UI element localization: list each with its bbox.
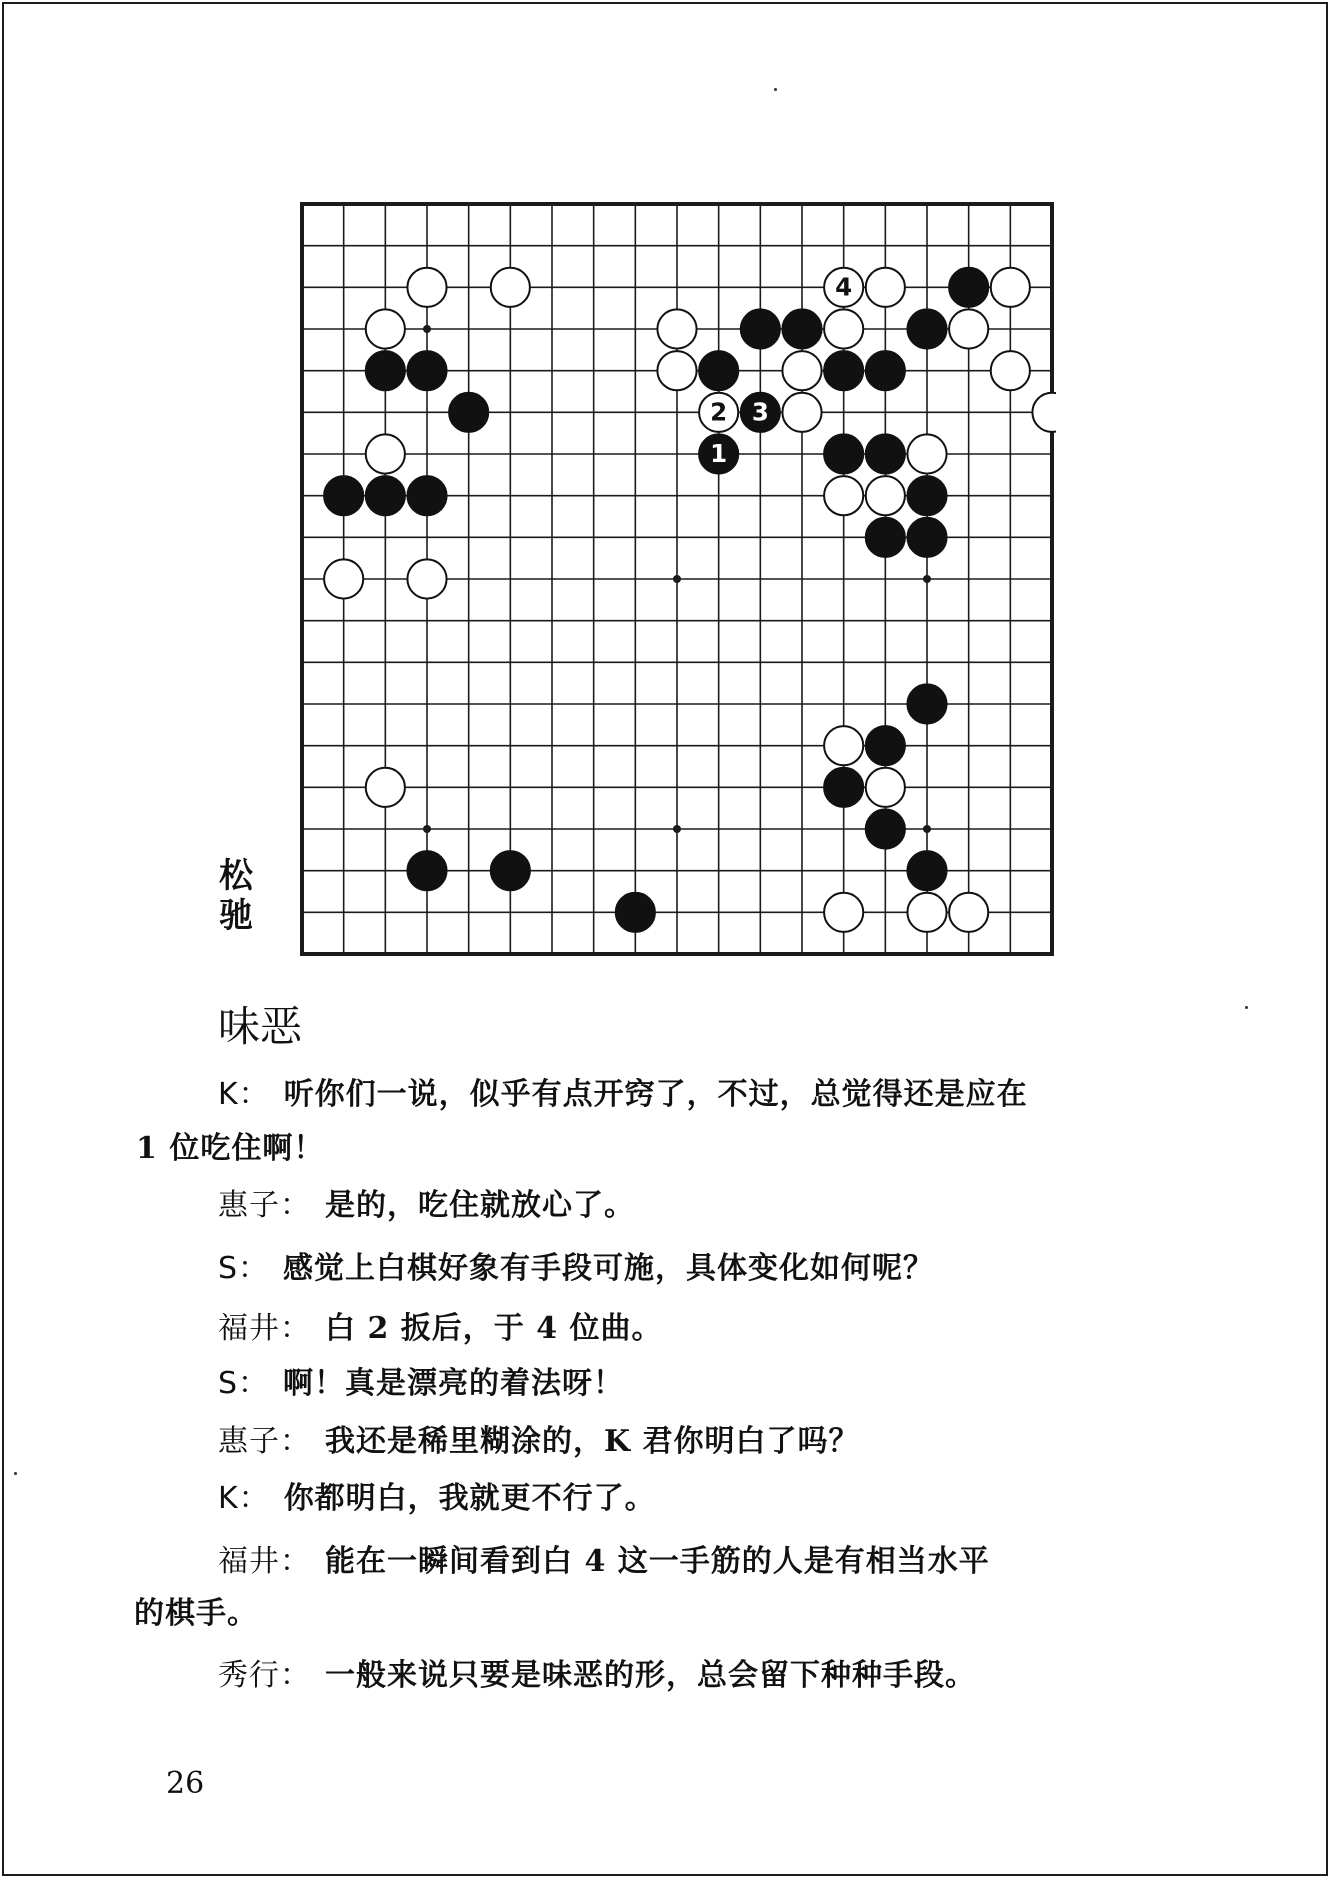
go-board bbox=[298, 200, 1056, 958]
utterance: 能在一瞬间看到白 4 这一手筋的人是有相当水平 bbox=[325, 1544, 990, 1579]
utterance: 你都明白，我就更不行了。 bbox=[283, 1481, 656, 1516]
black-stone bbox=[907, 476, 946, 515]
speaker: 秀行： bbox=[218, 1658, 311, 1693]
star-point bbox=[673, 825, 681, 833]
white-stone bbox=[782, 393, 821, 432]
white-stone bbox=[324, 559, 363, 598]
black-stone bbox=[866, 809, 905, 848]
speaker: S： bbox=[218, 1366, 270, 1401]
black-stone bbox=[407, 851, 446, 890]
white-stone bbox=[949, 309, 988, 348]
black-stone bbox=[324, 476, 363, 515]
star-point bbox=[923, 825, 931, 833]
white-stone bbox=[824, 476, 863, 515]
speaker: 福井： bbox=[218, 1311, 311, 1346]
dialogue-line bbox=[218, 1364, 624, 1404]
speaker: 福井： bbox=[218, 1544, 311, 1579]
star-point bbox=[423, 825, 431, 833]
white-stone bbox=[824, 309, 863, 348]
black-stone bbox=[824, 351, 863, 390]
black-stone bbox=[907, 518, 946, 557]
dialogue-line bbox=[218, 1479, 656, 1519]
star-point bbox=[673, 575, 681, 583]
star-point bbox=[423, 325, 431, 333]
star-point bbox=[923, 575, 931, 583]
black-stone bbox=[407, 351, 446, 390]
black-stone bbox=[407, 476, 446, 515]
white-stone bbox=[907, 893, 946, 932]
move-4-stone bbox=[824, 268, 863, 307]
utterance: 感觉上白棋好象有手段可施，具体变化如何呢？ bbox=[283, 1251, 935, 1286]
dialogue-line bbox=[218, 1422, 860, 1462]
white-stone bbox=[991, 268, 1030, 307]
black-stone bbox=[866, 351, 905, 390]
white-stone bbox=[407, 559, 446, 598]
white-stone bbox=[657, 351, 696, 390]
utterance: 啊！真是漂亮的着法呀！ bbox=[283, 1366, 625, 1401]
black-stone bbox=[907, 851, 946, 890]
dialogue-line bbox=[218, 1249, 934, 1289]
utterance: 是的，吃住就放心了。 bbox=[325, 1188, 635, 1223]
speaker: 惠子： bbox=[218, 1424, 311, 1459]
utterance: 听你们一说，似乎有点开窍了，不过，总觉得还是应在 bbox=[283, 1077, 1028, 1112]
black-stone bbox=[866, 726, 905, 765]
section-heading: 味恶 bbox=[218, 1002, 303, 1051]
white-stone bbox=[1032, 393, 1056, 432]
black-stone bbox=[741, 309, 780, 348]
move-number: 2 bbox=[710, 397, 728, 427]
black-stone bbox=[782, 309, 821, 348]
utterance: 白 2 扳后，于 4 位曲。 bbox=[325, 1311, 663, 1346]
black-stone bbox=[907, 309, 946, 348]
white-stone bbox=[824, 726, 863, 765]
print-speck bbox=[14, 1472, 17, 1475]
print-speck bbox=[1245, 1006, 1248, 1009]
dialogue-line bbox=[218, 1186, 635, 1226]
white-stone bbox=[491, 268, 530, 307]
dialogue-line bbox=[218, 1075, 1028, 1115]
dialogue-line bbox=[218, 1656, 976, 1696]
move-1-stone bbox=[699, 434, 738, 473]
black-stone bbox=[449, 393, 488, 432]
utterance: 一般来说只要是味恶的形，总会留下种种手段。 bbox=[325, 1658, 976, 1693]
white-stone bbox=[866, 268, 905, 307]
dialogue-line bbox=[218, 1309, 663, 1349]
move-number: 1 bbox=[710, 439, 728, 469]
white-stone bbox=[824, 893, 863, 932]
move-2-stone bbox=[699, 393, 738, 432]
move-number: 3 bbox=[751, 397, 769, 427]
speaker: K： bbox=[218, 1481, 270, 1516]
black-stone bbox=[949, 268, 988, 307]
speaker: S： bbox=[218, 1251, 270, 1286]
speaker: 惠子： bbox=[218, 1188, 311, 1223]
white-stone bbox=[782, 351, 821, 390]
go-diagram bbox=[298, 200, 1056, 958]
black-stone bbox=[616, 893, 655, 932]
black-stone bbox=[907, 684, 946, 723]
white-stone bbox=[866, 476, 905, 515]
black-stone bbox=[491, 851, 530, 890]
move-number: 4 bbox=[835, 272, 853, 302]
black-stone bbox=[366, 476, 405, 515]
black-stone bbox=[824, 768, 863, 807]
white-stone bbox=[407, 268, 446, 307]
black-stone bbox=[866, 518, 905, 557]
diagram-caption bbox=[216, 856, 256, 936]
book-page bbox=[2, 2, 1328, 1876]
speaker: K： bbox=[218, 1077, 270, 1112]
white-stone bbox=[366, 434, 405, 473]
white-stone bbox=[949, 893, 988, 932]
white-stone bbox=[907, 434, 946, 473]
white-stone bbox=[657, 309, 696, 348]
utterance: 我还是稀里糊涂的，K 君你明白了吗？ bbox=[325, 1424, 860, 1459]
caption-char-2: 驰 bbox=[219, 896, 253, 936]
move-3-stone bbox=[741, 393, 780, 432]
white-stone bbox=[366, 309, 405, 348]
dialogue-line bbox=[218, 1542, 990, 1582]
white-stone bbox=[366, 768, 405, 807]
dialogue-continuation: 1 位吃住啊！ bbox=[136, 1131, 325, 1166]
black-stone bbox=[366, 351, 405, 390]
dialogue-continuation: 的棋手。 bbox=[134, 1596, 258, 1631]
white-stone bbox=[991, 351, 1030, 390]
page-number: 26 bbox=[166, 1766, 205, 1801]
caption-char-1: 松 bbox=[219, 856, 253, 896]
white-stone bbox=[866, 768, 905, 807]
black-stone bbox=[699, 351, 738, 390]
black-stone bbox=[824, 434, 863, 473]
black-stone bbox=[866, 434, 905, 473]
print-speck bbox=[774, 88, 777, 91]
